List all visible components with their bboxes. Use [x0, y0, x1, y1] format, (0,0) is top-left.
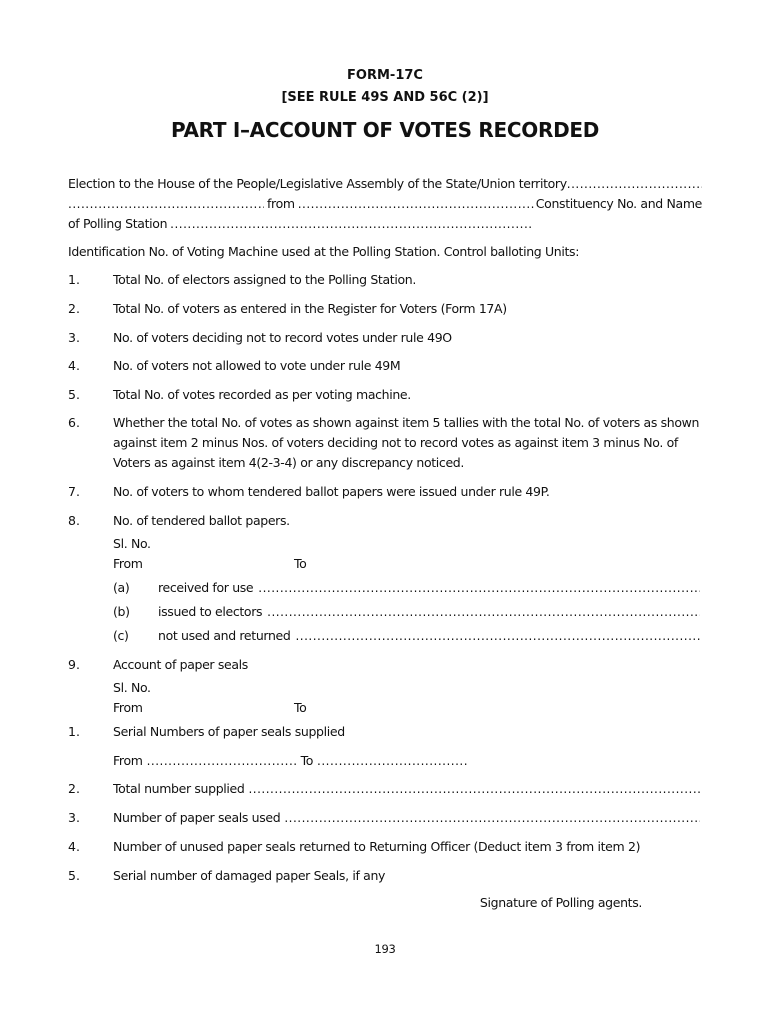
- to-label: To: [294, 700, 307, 715]
- item-text: No. of voters not allowed to vote under rule 49M: [113, 358, 401, 373]
- item-text: Account of paper seals: [113, 657, 248, 672]
- seal-item-text: Serial Numbers of paper seals supplied: [113, 724, 345, 739]
- intro-text-1: Election to the House of the People/Legislative Assembly of the State/Union territory: [68, 176, 567, 191]
- item-number: 8.: [68, 513, 80, 528]
- item-text: Total No. of electors assigned to the Polling Station.: [113, 272, 416, 287]
- identification-line: Identification No. of Voting Machine used at the Polling Station. Control balloting Units:: [68, 244, 580, 259]
- sub-text: received for use: [158, 580, 254, 595]
- blank-from[interactable]: [298, 197, 536, 211]
- from-label: From: [113, 700, 143, 715]
- blank-seals-used[interactable]: [284, 811, 700, 825]
- item-text: No. of voters deciding not to record votes under rule 49O: [113, 330, 452, 345]
- seal-item-number: 2.: [68, 781, 80, 796]
- item-text: Total No. of voters as entered in the Register for Voters (Form 17A): [113, 301, 507, 316]
- seal-item-number: 4.: [68, 839, 80, 854]
- item-number: 7.: [68, 484, 80, 499]
- item-number: 5.: [68, 387, 80, 402]
- blank-seal-to[interactable]: [317, 754, 467, 768]
- seal-from-label: From: [113, 753, 143, 768]
- sub-line: [158, 628, 700, 643]
- item-number: 3.: [68, 330, 80, 345]
- item-number: 9.: [68, 657, 80, 672]
- blank-election[interactable]: [68, 197, 264, 211]
- item-text-line: Voters as against item 4(2-3-4) or any discrepancy noticed.: [113, 455, 464, 470]
- blank-issued[interactable]: [267, 605, 700, 619]
- sl-no-label: Sl. No.: [113, 680, 151, 695]
- item-number: 6.: [68, 415, 80, 430]
- from-label: From: [113, 556, 143, 571]
- sub-line: [158, 580, 700, 595]
- seal-item-text: Number of paper seals used: [113, 810, 281, 825]
- item-text: No. of tendered ballot papers.: [113, 513, 290, 528]
- item-number: 2.: [68, 301, 80, 316]
- item-number: 4.: [68, 358, 80, 373]
- seal-to-label: To: [300, 753, 314, 768]
- seal-item-line: [113, 810, 700, 825]
- seal-item-number: 1.: [68, 724, 80, 739]
- seal-item-number: 3.: [68, 810, 80, 825]
- signature-label: Signature of Polling agents.: [479, 895, 642, 910]
- intro-line-2: [68, 196, 702, 211]
- sub-text: issued to electors: [158, 604, 263, 619]
- rule-reference: [SEE RULE 49S AND 56C (2)]: [281, 90, 489, 105]
- sub-label: (c): [113, 628, 129, 643]
- blank-seal-from[interactable]: [147, 754, 297, 768]
- item-text: Total No. of votes recorded as per voting machine.: [113, 387, 411, 402]
- seal-item-number: 5.: [68, 868, 80, 883]
- item-text: No. of voters to whom tendered ballot papers were issued under rule 49P.: [113, 484, 550, 499]
- item-text-line: Whether the total No. of votes as shown against item 5 tallies with the total No. of voters as shown: [113, 415, 700, 430]
- sl-no-label: Sl. No.: [113, 536, 151, 551]
- page-number: 193: [374, 942, 396, 956]
- intro-from-label: from: [267, 196, 295, 211]
- item-number: 1.: [68, 272, 80, 287]
- sub-text: not used and returned: [158, 628, 291, 643]
- sub-label: (b): [113, 604, 130, 619]
- seal-item-text: Total number supplied: [113, 781, 245, 796]
- blank-received[interactable]: [258, 581, 700, 595]
- page-title: PART I–ACCOUNT OF VOTES RECORDED: [170, 118, 600, 142]
- blank-total-supplied[interactable]: [248, 782, 700, 796]
- seal-item-text: Number of unused paper seals returned to Returning Officer (Deduct item 3 from item 2): [113, 839, 641, 854]
- form-number: FORM-17C: [347, 68, 423, 83]
- intro-polling-station-label: of Polling Station: [68, 216, 168, 231]
- sub-line: [158, 604, 700, 619]
- blank-returned[interactable]: [295, 629, 700, 643]
- seal-item-text: Serial number of damaged paper Seals, if any: [113, 868, 386, 883]
- to-label: To: [294, 556, 307, 571]
- intro-line-3: [68, 216, 532, 231]
- item-text-line: against item 2 minus Nos. of voters deciding not to record votes as against item 3 minus No. of: [113, 435, 678, 450]
- blank-polling-station[interactable]: [170, 217, 532, 231]
- intro-constituency-label: Constituency No. and Name: [535, 196, 702, 211]
- blank-state[interactable]: [567, 177, 702, 191]
- seal-range-line: [113, 753, 467, 768]
- sub-label: (a): [113, 580, 130, 595]
- seal-item-line: [113, 781, 700, 796]
- intro-line-1: [68, 176, 702, 191]
